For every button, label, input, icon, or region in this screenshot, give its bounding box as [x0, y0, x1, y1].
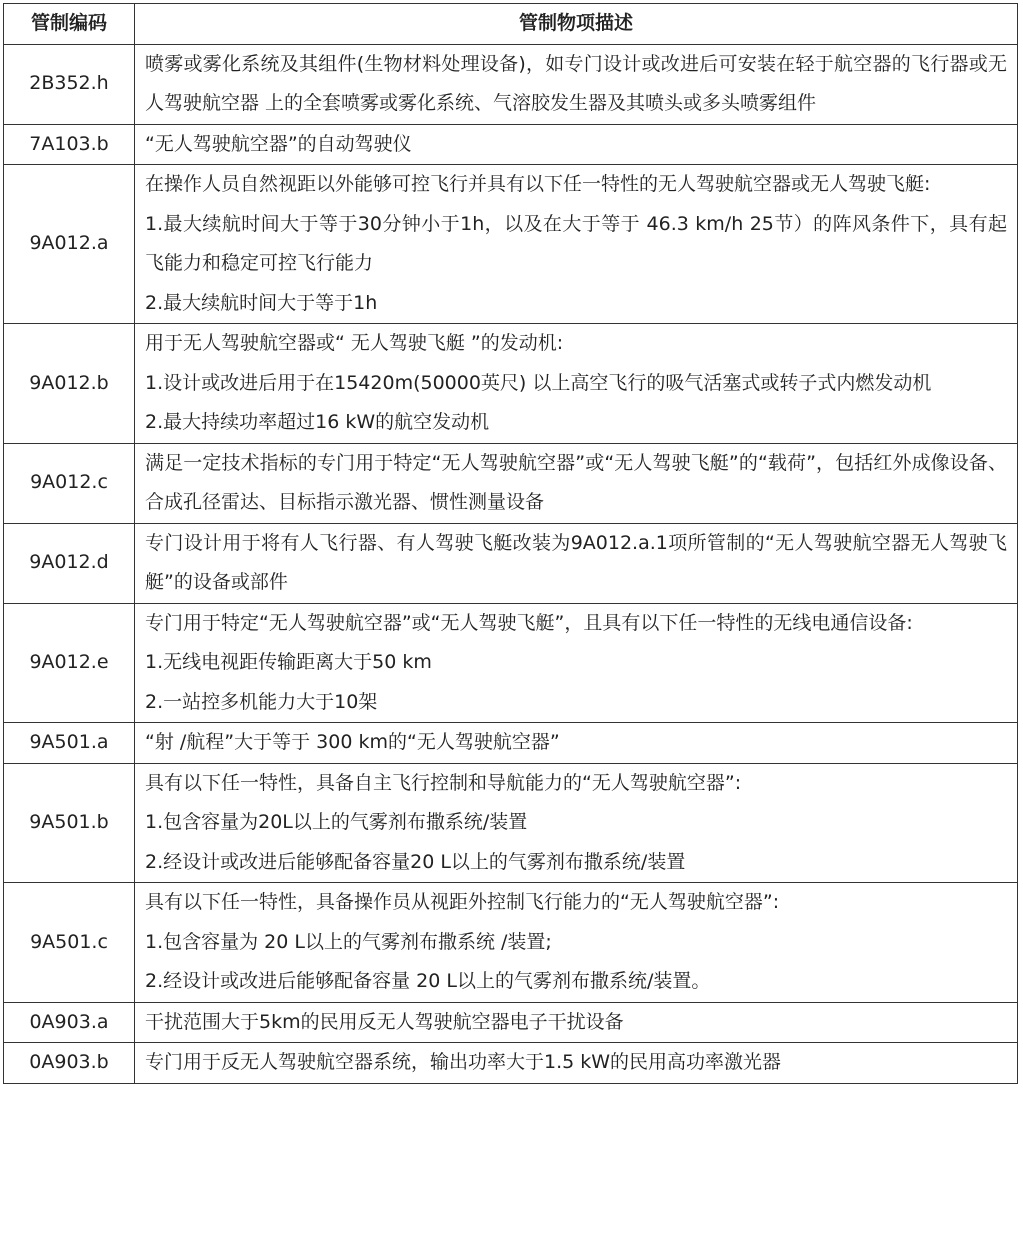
row-code: 9A501.a — [4, 723, 135, 764]
row-code: 9A012.b — [4, 324, 135, 444]
table-row — [4, 443, 1018, 523]
table-row — [4, 883, 1018, 1003]
description-line: 1.无线电视距传输距离大于50 km — [145, 651, 432, 673]
row-code: 2B352.h — [4, 44, 135, 124]
row-description — [135, 883, 1018, 1003]
table-row — [4, 1043, 1018, 1084]
header-description: 管制物项描述 — [135, 4, 1018, 45]
row-code: 7A103.b — [4, 124, 135, 165]
row-description — [135, 523, 1018, 603]
row-code: 9A501.c — [4, 883, 135, 1003]
description-line: 专门用于特定“无人驾驶航空器”或“无人驾驶飞艇”，且具有以下任一特性的无线电通信设备: — [145, 611, 913, 634]
header-row — [4, 4, 1018, 45]
row-code: 0A903.b — [4, 1043, 135, 1084]
row-code: 9A012.c — [4, 443, 135, 523]
table-row — [4, 763, 1018, 883]
row-code: 9A501.b — [4, 763, 135, 883]
row-code: 9A012.e — [4, 603, 135, 723]
description-line: 2.最大持续功率超过16 kW的航空发动机 — [145, 411, 490, 433]
row-description — [135, 44, 1018, 124]
row-code: 9A012.a — [4, 165, 135, 324]
description-line: 1.设计或改进后用于在15420m(50000英尺) 以上高空飞行的吸气活塞式或转子式内燃发动机 — [145, 371, 932, 394]
table-row — [4, 165, 1018, 324]
description-line: 干扰范围大于5km的民用反无人驾驶航空器电子干扰设备 — [145, 1010, 624, 1033]
description-line: 具有以下任一特性，具备自主飞行控制和导航能力的“无人驾驶航空器”: — [145, 771, 742, 794]
row-description — [135, 763, 1018, 883]
description-line: 2.最大续航时间大于等于1h — [145, 291, 378, 314]
table-row — [4, 1002, 1018, 1043]
description-line: 1.包含容量为20L以上的气雾剂布撒系统/装置 — [145, 811, 528, 833]
row-description — [135, 723, 1018, 764]
row-description — [135, 165, 1018, 324]
table-row — [4, 124, 1018, 165]
table-row — [4, 44, 1018, 124]
description-line: “射 /航程”大于等于 300 km的“无人驾驶航空器” — [145, 731, 560, 753]
description-line: 1.包含容量为 20 L以上的气雾剂布撒系统 /装置; — [145, 930, 552, 953]
row-description — [135, 324, 1018, 444]
description-line: 在操作人员自然视距以外能够可控飞行并具有以下任一特性的无人驾驶航空器或无人驾驶飞艇: — [145, 173, 931, 195]
row-description — [135, 443, 1018, 523]
description-line: 用于无人驾驶航空器或“ 无人驾驶飞艇 ”的发动机: — [145, 332, 564, 354]
description-line: 具有以下任一特性，具备操作员从视距外控制飞行能力的“无人驾驶航空器”: — [145, 891, 780, 913]
description-line: “无人驾驶航空器”的自动驾驶仪 — [145, 132, 412, 155]
row-code: 9A012.d — [4, 523, 135, 603]
row-description — [135, 124, 1018, 165]
control-list-table — [3, 3, 1018, 1084]
row-description — [135, 1002, 1018, 1043]
description-line: 喷雾或雾化系统及其组件(生物材料处理设备)，如专门设计或改进后可安装在轻于航空器的飞行器或无人驾驶航空器 上的全套喷雾或雾化系统、气溶胶发生器及其喷头或多头喷雾组件 — [145, 52, 1007, 114]
row-description — [135, 1043, 1018, 1084]
table-row — [4, 324, 1018, 444]
description-line: 满足一定技术指标的专门用于特定“无人驾驶航空器”或“无人驾驶飞艇”的“载荷”，包括红外成像设备、合成孔径雷达、目标指示激光器、惯性测量设备 — [145, 451, 1007, 513]
description-line: 1.最大续航时间大于等于30分钟小于1h，以及在大于等于 46.3 km/h 25节）的阵风条件下，具有起飞能力和稳定可控飞行能力 — [145, 212, 1007, 274]
header-code: 管制编码 — [4, 4, 135, 45]
description-line: 专门用于反无人驾驶航空器系统，输出功率大于1.5 kW的民用高功率激光器 — [145, 1051, 782, 1073]
row-code: 0A903.a — [4, 1002, 135, 1043]
table-row — [4, 603, 1018, 723]
row-description — [135, 603, 1018, 723]
description-line: 2.经设计或改进后能够配备容量 20 L以上的气雾剂布撒系统/装置。 — [145, 970, 711, 992]
description-line: 专门设计用于将有人飞行器、有人驾驶飞艇改装为9A012.a.1项所管制的“无人驾驶航空器无人驾驶飞艇”的设备或部件 — [145, 531, 1007, 593]
table-row — [4, 723, 1018, 764]
description-line: 2.经设计或改进后能够配备容量20 L以上的气雾剂布撒系统/装置 — [145, 850, 686, 873]
description-line: 2.一站控多机能力大于10架 — [145, 690, 378, 713]
table-row — [4, 523, 1018, 603]
